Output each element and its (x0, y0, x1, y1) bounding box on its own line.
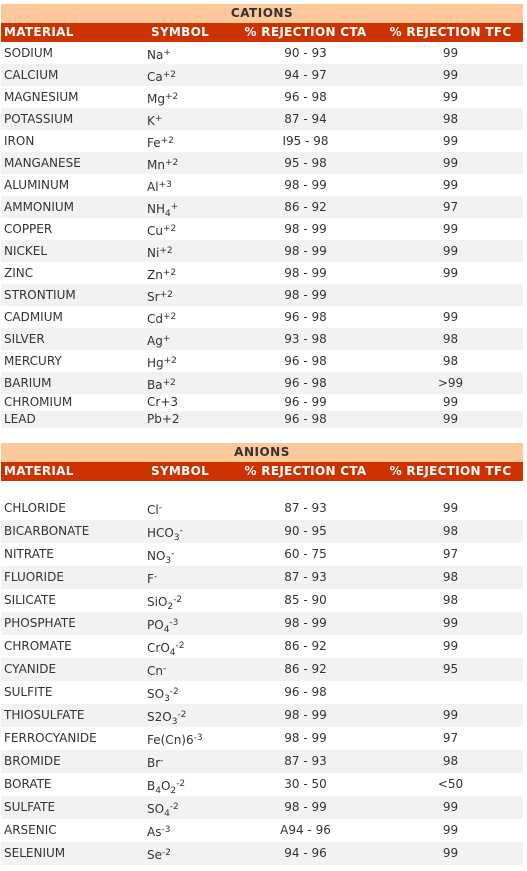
symbol-cell (143, 394, 233, 411)
rejection-cta-cell: 98 - 99 (284, 244, 327, 258)
header-material: MATERIAL (4, 464, 74, 478)
symbol-cell (143, 306, 233, 328)
rejection-tfc-cell: 99 (442, 90, 459, 104)
table-row (1, 520, 523, 543)
table-row (1, 750, 523, 773)
rejection-tfc-cell: 99 (442, 823, 459, 837)
rejection-cta-cell: 96 - 98 (284, 310, 327, 324)
rejection-cta-cell: 94 - 96 (284, 846, 327, 860)
symbol-base: Fe(Cn)6 (147, 733, 194, 747)
symbol-base: Sr (147, 290, 160, 304)
symbol-base: S2O (147, 710, 172, 724)
symbol-base: Hg (147, 356, 164, 370)
rejection-cta-cell: 98 - 99 (284, 616, 327, 630)
rejection-cta-cell: 98 - 99 (284, 266, 327, 280)
symbol-charge: - (179, 526, 183, 536)
cations-table (1, 4, 523, 428)
material-cell: BARIUM (4, 376, 52, 390)
symbol-charge: -2 (169, 687, 179, 697)
material-cell: ARSENIC (4, 823, 57, 837)
symbol-charge: +2 (162, 268, 177, 278)
header-rejection-cta: % REJECTION CTA (244, 464, 367, 478)
table-row (1, 612, 523, 635)
material-cell: AMMONIUM (4, 200, 75, 214)
rejection-tfc-cell (378, 284, 523, 306)
header-symbol: SYMBOL (151, 464, 210, 478)
anions-header-row (1, 462, 523, 481)
symbol-charge: + (154, 114, 163, 124)
symbol-cell (143, 284, 233, 306)
material-cell: LEAD (4, 412, 36, 426)
rejection-cta-cell: 60 - 75 (284, 547, 327, 561)
symbol-base: PO (147, 618, 164, 632)
material-cell: CALCIUM (4, 68, 59, 82)
material-cell: BICARBONATE (4, 524, 90, 538)
table-row (1, 240, 523, 262)
table-row (1, 566, 523, 589)
material-cell: PHOSPHATE (4, 616, 76, 630)
rejection-tfc-cell: 99 (442, 501, 459, 515)
rejection-tfc-cell: 99 (442, 310, 459, 324)
rejection-tfc-cell: 99 (442, 46, 459, 60)
rejection-tfc-cell: 99 (442, 222, 459, 236)
symbol-cell (143, 328, 233, 350)
symbol-cell (143, 612, 233, 635)
symbol-base: Ca (147, 70, 163, 84)
symbol-cell (143, 240, 233, 262)
symbol-cell (143, 819, 233, 842)
symbol-charge: - (158, 503, 162, 513)
material-cell: THIOSULFATE (4, 708, 85, 722)
table-row (1, 174, 523, 196)
symbol-charge: -3 (169, 618, 179, 628)
symbol-base: Cn (147, 664, 163, 678)
rejection-tfc-cell: 95 (442, 662, 459, 676)
table-row (1, 497, 523, 520)
symbol-subscript: 3 (165, 556, 172, 566)
symbol-charge: -2 (173, 595, 183, 605)
symbol-base: Br (147, 756, 161, 770)
table-row (1, 842, 523, 865)
symbol-base: Cd (147, 312, 163, 326)
table-row (1, 411, 523, 428)
rejection-cta-cell: 98 - 99 (284, 222, 327, 236)
material-cell: FLUORIDE (4, 570, 64, 584)
rejection-cta-cell: 96 - 99 (284, 395, 327, 409)
symbol-cell (143, 42, 233, 64)
symbol-base: K (147, 114, 155, 128)
table-row (1, 350, 523, 372)
symbol-base: Fe (147, 136, 161, 150)
table-row (1, 635, 523, 658)
symbol-base: SO (147, 687, 165, 701)
symbol-base: Cu (147, 224, 163, 238)
symbol-cell (143, 658, 233, 681)
material-cell: SULFATE (4, 800, 56, 814)
symbol-charge: +2 (163, 312, 177, 322)
rejection-cta-cell: 86 - 92 (284, 662, 327, 676)
rejection-tfc-cell: 99 (442, 616, 459, 630)
cations-header-row (1, 23, 523, 42)
symbol-charge: -2 (176, 779, 186, 789)
cations-title: CATIONS (1, 4, 523, 23)
table-row (1, 152, 523, 174)
symbol-base: SO (147, 802, 165, 816)
rejection-tfc-cell: 99 (442, 266, 459, 280)
rejection-tfc-cell: 99 (442, 156, 459, 170)
rejection-cta-cell: 98 - 99 (284, 178, 327, 192)
header-rejection-tfc: % REJECTION TFC (389, 464, 512, 478)
rejection-cta-cell: 30 - 50 (284, 777, 327, 791)
symbol-cell (143, 704, 233, 727)
table-row (1, 681, 523, 704)
symbol-charge: -2 (175, 641, 185, 651)
symbol-cell (143, 842, 233, 865)
symbol-cell (143, 108, 233, 130)
material-cell: CHLORIDE (4, 501, 66, 515)
symbol-charge: -2 (169, 802, 179, 812)
rejection-tfc-cell: 98 (442, 332, 459, 346)
rejection-cta-cell: 95 - 98 (284, 156, 327, 170)
material-cell: STRONTIUM (4, 288, 76, 302)
material-cell: BORATE (4, 777, 52, 791)
rejection-tfc-cell: <50 (437, 777, 464, 791)
symbol-charge: +2 (159, 290, 173, 300)
symbol-base: Se (147, 848, 162, 862)
rejection-tfc-cell: 99 (442, 412, 459, 426)
table-row (1, 819, 523, 842)
rejection-tfc-cell: 97 (442, 200, 459, 214)
table-row (1, 262, 523, 284)
header-rejection-tfc: % REJECTION TFC (389, 25, 512, 39)
table-row (1, 130, 523, 152)
table-row (1, 394, 523, 411)
symbol-cell (143, 566, 233, 589)
symbol-charge: -3 (161, 825, 171, 835)
symbol-subscript: 4 (163, 625, 170, 635)
symbol-cell (143, 174, 233, 196)
rejection-tfc-cell: 99 (442, 68, 459, 82)
symbol-cell (143, 773, 233, 796)
symbol-cell (143, 350, 233, 372)
material-cell: FERROCYANIDE (4, 731, 97, 745)
symbol-cell (143, 796, 233, 819)
symbol-base: B (147, 779, 156, 793)
symbol-base: Mg (147, 92, 165, 106)
rejection-cta-cell: 87 - 94 (284, 112, 327, 126)
material-cell: CHROMIUM (4, 395, 73, 409)
symbol-charge: - (160, 756, 164, 766)
rejection-tfc-cell: 99 (442, 244, 459, 258)
rejection-tfc-cell: 97 (442, 731, 459, 745)
symbol-cell (143, 750, 233, 773)
rejection-tfc-cell: 98 (442, 570, 459, 584)
header-symbol: SYMBOL (151, 25, 210, 39)
material-cell: IRON (4, 134, 35, 148)
rejection-tfc-cell: 98 (442, 524, 459, 538)
symbol-base: Ni (147, 246, 160, 260)
rejection-tfc-cell (378, 681, 523, 704)
table-row (1, 796, 523, 819)
symbol-base: Cl (147, 503, 159, 517)
symbol-charge: +2 (164, 158, 179, 168)
symbol-cell (143, 727, 233, 750)
symbol-base: Pb+2 (147, 412, 180, 426)
symbol-base: HCO (147, 526, 174, 540)
symbol-base: Al (147, 180, 159, 194)
material-cell: SILVER (4, 332, 45, 346)
symbol-cell (143, 130, 233, 152)
table-row (1, 218, 523, 240)
symbol-subscript: 3 (173, 533, 180, 543)
symbol-cell (143, 681, 233, 704)
symbol-tail: O (160, 779, 171, 793)
symbol-subscript: 4 (155, 786, 161, 796)
symbol-charge: +2 (164, 92, 179, 102)
rejection-cta-cell: 90 - 95 (284, 524, 327, 538)
symbol-cell (143, 152, 233, 174)
symbol-cell (143, 520, 233, 543)
rejection-cta-cell: 98 - 99 (284, 708, 327, 722)
material-cell: MERCURY (4, 354, 62, 368)
header-material: MATERIAL (4, 25, 74, 39)
symbol-charge: - (171, 549, 175, 559)
material-cell: MAGNESIUM (4, 90, 79, 104)
symbol-charge: +2 (160, 136, 174, 146)
rejection-cta-cell: 87 - 93 (284, 570, 327, 584)
table-row (1, 589, 523, 612)
symbol-subscript: 4 (165, 209, 171, 219)
symbol-cell (143, 543, 233, 566)
rejection-tfc-cell: 99 (442, 395, 459, 409)
rejection-cta-cell: 96 - 98 (284, 354, 327, 368)
symbol-cell (143, 411, 233, 428)
material-cell: SODIUM (4, 46, 53, 60)
symbol-subscript: 3 (171, 717, 178, 727)
symbol-subscript: 3 (164, 694, 170, 704)
material-cell: SELENIUM (4, 846, 66, 860)
symbol-charge: -2 (162, 848, 171, 858)
table-row (1, 328, 523, 350)
rejection-tfc-cell: 98 (442, 593, 459, 607)
symbol-base: NH (147, 202, 165, 216)
anions-body (1, 497, 523, 865)
table-row (1, 284, 523, 306)
table-row (1, 704, 523, 727)
header-rejection-cta: % REJECTION CTA (244, 25, 367, 39)
rejection-tfc-cell: 98 (442, 112, 459, 126)
symbol-base: NO (147, 549, 166, 563)
material-cell: SULFITE (4, 685, 53, 699)
material-cell: CADMIUM (4, 310, 63, 324)
rejection-cta-cell: 93 - 98 (284, 332, 327, 346)
rejection-cta-cell: 87 - 93 (284, 501, 327, 515)
material-cell: BROMIDE (4, 754, 61, 768)
cations-body (1, 42, 523, 428)
symbol-charge: +3 (158, 180, 172, 190)
symbol-charge: - (162, 664, 167, 674)
symbol-charge: + (163, 48, 171, 58)
symbol-charge: +2 (162, 224, 177, 234)
rejection-cta-cell: 96 - 98 (284, 376, 327, 390)
symbol-charge: +2 (162, 378, 176, 388)
symbol-charge: -2 (177, 710, 187, 720)
material-cell: ZINC (4, 266, 34, 280)
rejection-tfc-cell: 99 (442, 708, 459, 722)
material-cell: SILICATE (4, 593, 56, 607)
rejection-tfc-cell: 99 (442, 178, 459, 192)
rejection-tfc-cell: 99 (442, 800, 459, 814)
rejection-tfc-cell: 98 (442, 754, 459, 768)
symbol-charge: + (162, 334, 171, 344)
rejection-tfc-cell: 99 (442, 639, 459, 653)
anions-title: ANIONS (1, 443, 523, 462)
symbol-charge: -3 (193, 733, 203, 743)
spacer (1, 481, 523, 497)
rejection-tfc-cell: 97 (442, 547, 459, 561)
rejection-cta-cell: 98 - 99 (284, 288, 327, 302)
material-cell: NICKEL (4, 244, 48, 258)
rejection-cta-cell: 94 - 97 (284, 68, 327, 82)
anions-table (1, 443, 523, 865)
symbol-subscript: 2 (170, 786, 177, 796)
table-row (1, 773, 523, 796)
symbol-base: CrO (147, 641, 170, 655)
rejection-cta-cell: 85 - 90 (284, 593, 327, 607)
rejection-cta-cell: A94 - 96 (280, 823, 331, 837)
rejection-tfc-cell: 98 (442, 354, 459, 368)
symbol-subscript: 4 (169, 648, 176, 658)
symbol-cell (143, 262, 233, 284)
rejection-tfc-cell: 99 (442, 846, 459, 860)
symbol-cell (143, 218, 233, 240)
rejection-cta-cell: 98 - 99 (284, 731, 327, 745)
rejection-cta-cell: 96 - 98 (284, 90, 327, 104)
symbol-cell (143, 372, 233, 394)
symbol-cell (143, 497, 233, 520)
symbol-base: Ba (147, 378, 163, 392)
symbol-subscript: 2 (167, 602, 174, 612)
material-cell: MANGANESE (4, 156, 81, 170)
material-cell: CYANIDE (4, 662, 57, 676)
symbol-base: Na (147, 48, 164, 62)
table-row (1, 86, 523, 108)
table-row (1, 64, 523, 86)
symbol-cell (143, 589, 233, 612)
table-row (1, 108, 523, 130)
symbol-base: Mn (147, 158, 165, 172)
table-row (1, 543, 523, 566)
symbol-base: Zn (147, 268, 163, 282)
symbol-charge: +2 (162, 70, 177, 80)
table-row (1, 196, 523, 218)
symbol-subscript: 4 (164, 809, 170, 819)
symbol-base: SiO (147, 595, 168, 609)
rejection-cta-cell: 86 - 92 (284, 639, 327, 653)
table-row (1, 306, 523, 328)
symbol-cell (143, 64, 233, 86)
rejection-cta-cell: 96 - 98 (284, 412, 327, 426)
symbol-base: Cr+3 (147, 395, 179, 409)
symbol-cell (143, 635, 233, 658)
material-cell: ALUMINUM (4, 178, 70, 192)
material-cell: CHROMATE (4, 639, 72, 653)
symbol-cell (143, 86, 233, 108)
symbol-charge: - (153, 572, 158, 582)
symbol-base: F (147, 572, 154, 586)
rejection-cta-cell: 87 - 93 (284, 754, 327, 768)
rejection-cta-cell: 86 - 92 (284, 200, 327, 214)
rejection-cta-cell: 90 - 93 (284, 46, 327, 60)
material-cell: POTASSIUM (4, 112, 74, 126)
symbol-cell (143, 196, 233, 218)
material-cell: COPPER (4, 222, 53, 236)
table-row (1, 727, 523, 750)
symbol-base: As (147, 825, 162, 839)
rejection-tfc-cell: 99 (442, 134, 459, 148)
symbol-base: Ag (147, 334, 163, 348)
rejection-cta-cell: I95 - 98 (282, 134, 329, 148)
rejection-cta-cell: 96 - 98 (284, 685, 327, 699)
symbol-charge: + (170, 202, 179, 212)
table-row (1, 42, 523, 64)
material-cell: NITRATE (4, 547, 54, 561)
rejection-cta-cell: 98 - 99 (284, 800, 327, 814)
table-row (1, 372, 523, 394)
symbol-charge: +2 (159, 246, 173, 256)
table-row (1, 658, 523, 681)
symbol-charge: +2 (163, 356, 177, 366)
rejection-tfc-cell: >99 (437, 376, 464, 390)
